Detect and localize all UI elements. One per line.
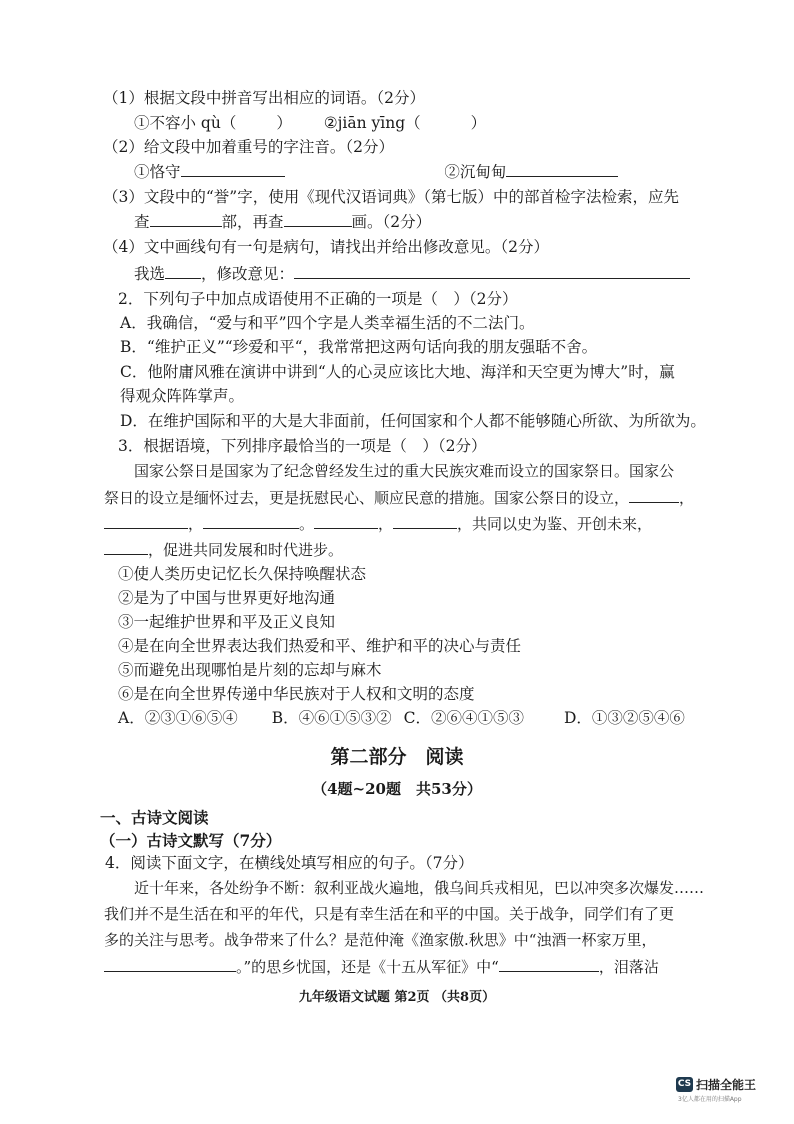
q3-option-c[interactable]: C．②⑥④①⑤③ bbox=[403, 709, 524, 727]
q3-blank-2[interactable] bbox=[104, 512, 188, 529]
scanner-app-name: 扫描全能王 bbox=[696, 1078, 757, 1092]
q1-1-a-answer-space[interactable] bbox=[236, 112, 276, 128]
q1-3-strokes-blank[interactable] bbox=[284, 210, 352, 227]
q3-blank-1[interactable] bbox=[629, 486, 679, 503]
scanner-tagline: 3亿人都在用的扫描App bbox=[678, 1096, 742, 1103]
q1-3-line2 bbox=[134, 210, 431, 233]
q1-2-a-blank[interactable] bbox=[181, 160, 285, 177]
camscanner-logo-icon: CS bbox=[676, 1077, 693, 1092]
q4-passage-line3: 多的关注与思考。战争带来了什么？是范仲淹《渔家傲.秋思》中“浊酒一杯家万里， bbox=[104, 931, 657, 949]
q4-passage-line4-mid: 。”的思乡忧国，还是《十五从军征》中“ bbox=[236, 958, 499, 976]
q3-item-5: ⑤而避免出现哪怕是片刻的忘却与麻木 bbox=[118, 661, 382, 679]
q1-1-heading: （1）根据文段中拼音写出相应的词语。（2分） bbox=[103, 89, 425, 107]
section-poetry-dictation: （一）古诗文默写（7分） bbox=[100, 831, 282, 850]
q1-1-items bbox=[134, 112, 486, 134]
q3-stem: 3．根据语境，下列排序最恰当的一项是（ ）（2分） bbox=[118, 437, 487, 455]
part2-title: 第二部分 阅读 bbox=[330, 746, 464, 768]
q1-1-a-close: ） bbox=[276, 114, 292, 132]
q3-passage-line4 bbox=[104, 538, 343, 561]
q3-option-d[interactable]: D．①③②⑤④⑥ bbox=[563, 709, 685, 727]
q3-blank-6[interactable] bbox=[104, 538, 148, 555]
q1-2-b-label: ②沉甸甸 bbox=[444, 163, 507, 181]
q1-4-mid: ，修改意见： bbox=[201, 265, 295, 283]
q4-blank-1[interactable] bbox=[104, 955, 236, 972]
q2-stem: 2．下列句子中加点成语使用不正确的一项是（ ）（2分） bbox=[118, 290, 518, 308]
q1-1-b-close: ） bbox=[470, 114, 487, 132]
q2-option-c-line2: 得观众阵阵掌声。 bbox=[120, 387, 245, 405]
q2-option-a[interactable]: A．我确信，“爱与和平”四个字是人类幸福生活的不二法门。 bbox=[120, 314, 535, 332]
q3-passage-line2-text: 祭日的设立是缅怀过去，更是抚慰民心、顺应民意的措施。国家公祭日的设立， bbox=[104, 489, 630, 507]
q1-3-line1: （3）文段中的“誉”字，使用《现代汉语词典》（第七版）中的部首检字法检索，应先 bbox=[103, 188, 679, 206]
q1-4-pre: 我选 bbox=[134, 265, 166, 283]
q4-passage-line1: 近十年来，各处纷争不断：叙利亚战火遍地，俄乌间兵戎相见，巴以冲突多次爆发…… bbox=[134, 879, 705, 897]
q1-3-pre: 查 bbox=[134, 213, 150, 231]
q2-option-b[interactable]: B．“维护正义”“珍爱和平“，我常常把这两句话向我的朋友强聒不舍。 bbox=[120, 338, 598, 356]
q3-blank-5[interactable] bbox=[393, 512, 457, 529]
q1-1-a-label: ①不容小 qù（ bbox=[134, 114, 237, 132]
q3-blank-4[interactable] bbox=[314, 512, 378, 529]
q1-1-b-label: ②jiān yīng（ bbox=[323, 114, 421, 132]
scanner-watermark bbox=[676, 1074, 788, 1103]
page-footer: 九年级语文试题 第2页 （共8页） bbox=[298, 990, 496, 1005]
q3-option-b[interactable]: B．④⑥①⑤③② bbox=[271, 709, 392, 727]
q4-stem: 4．阅读下面文字，在横线处填写相应的句子。（7分） bbox=[105, 854, 474, 872]
q2-option-d[interactable]: D．在维护国际和平的大是大非面前，任何国家和个人都不能够随心所欲、为所欲为。 bbox=[120, 412, 706, 430]
q3-options bbox=[118, 707, 685, 729]
section-classical-reading: 一、古诗文阅读 bbox=[100, 808, 209, 827]
q1-3-end: 画。（2分） bbox=[351, 213, 432, 231]
q1-1-b-answer-space[interactable] bbox=[421, 112, 471, 128]
q1-2-b-blank[interactable] bbox=[506, 160, 618, 177]
q3-item-4: ④是在向全世界表达我们热爱和平、维护和平的决心与责任 bbox=[118, 637, 522, 655]
q1-2-items bbox=[134, 160, 618, 183]
part2-subtitle: （4题~20题 共53分） bbox=[312, 780, 482, 798]
q3-passage-line3-end: ，共同以史为鉴、开创未来， bbox=[457, 515, 653, 533]
q3-item-6: ⑥是在向全世界传递中华民族对于人权和文明的态度 bbox=[118, 685, 475, 703]
q1-3-radical-blank[interactable] bbox=[150, 210, 222, 227]
q3-passage-line4-end: ，促进共同发展和时代进步。 bbox=[148, 541, 344, 559]
q3-item-3: ③一起维护世界和平及正义良知 bbox=[118, 613, 336, 631]
q3-option-a[interactable]: A．②③①⑥⑤④ bbox=[118, 709, 238, 727]
q1-4-heading: （4）文中画线句有一句是病句，请找出并给出修改意见。（2分） bbox=[103, 238, 549, 256]
q1-2-heading: （2）给文段中加着重号的字注音。（2分） bbox=[103, 138, 394, 156]
q3-blank-3[interactable] bbox=[203, 512, 299, 529]
q3-passage-line2: 祭日的设立是缅怀过去，更是抚慰民心、顺应民意的措施。国家公祭日的设立， ， bbox=[104, 486, 694, 509]
q4-passage-line2: 我们并不是生活在和平的年代，只是有幸生活在和平的中国。关于战争，同学们有了更 bbox=[104, 905, 675, 923]
q4-passage-line4 bbox=[104, 955, 659, 978]
q1-3-mid: 部，再查 bbox=[221, 213, 284, 231]
q2-option-c-line1[interactable]: C．他附庸风雅在演讲中讲到“人的心灵应该比大地、海洋和天空更为博大”时，赢 bbox=[120, 363, 675, 381]
q1-2-a-label: ①恪守 bbox=[134, 163, 181, 181]
q3-passage-line1: 国家公祭日是国家为了纪念曾经发生过的重大民族灾难而设立的国家祭日。国家公 bbox=[134, 462, 675, 480]
q3-passage-line3: ， 。 ， ，共同以史为鉴、开创未来， bbox=[104, 512, 652, 535]
q1-4-suggestion-blank[interactable] bbox=[294, 262, 690, 279]
q4-blank-2[interactable] bbox=[499, 955, 599, 972]
q3-item-1: ①使人类历史记忆长久保持唤醒状态 bbox=[118, 565, 367, 583]
q1-4-answer-line bbox=[134, 262, 690, 285]
q3-item-2: ②是为了中国与世界更好地沟通 bbox=[118, 589, 336, 607]
q4-passage-line4-end: ，泪落沾 bbox=[598, 958, 659, 976]
q1-4-choice-blank[interactable] bbox=[165, 262, 201, 279]
